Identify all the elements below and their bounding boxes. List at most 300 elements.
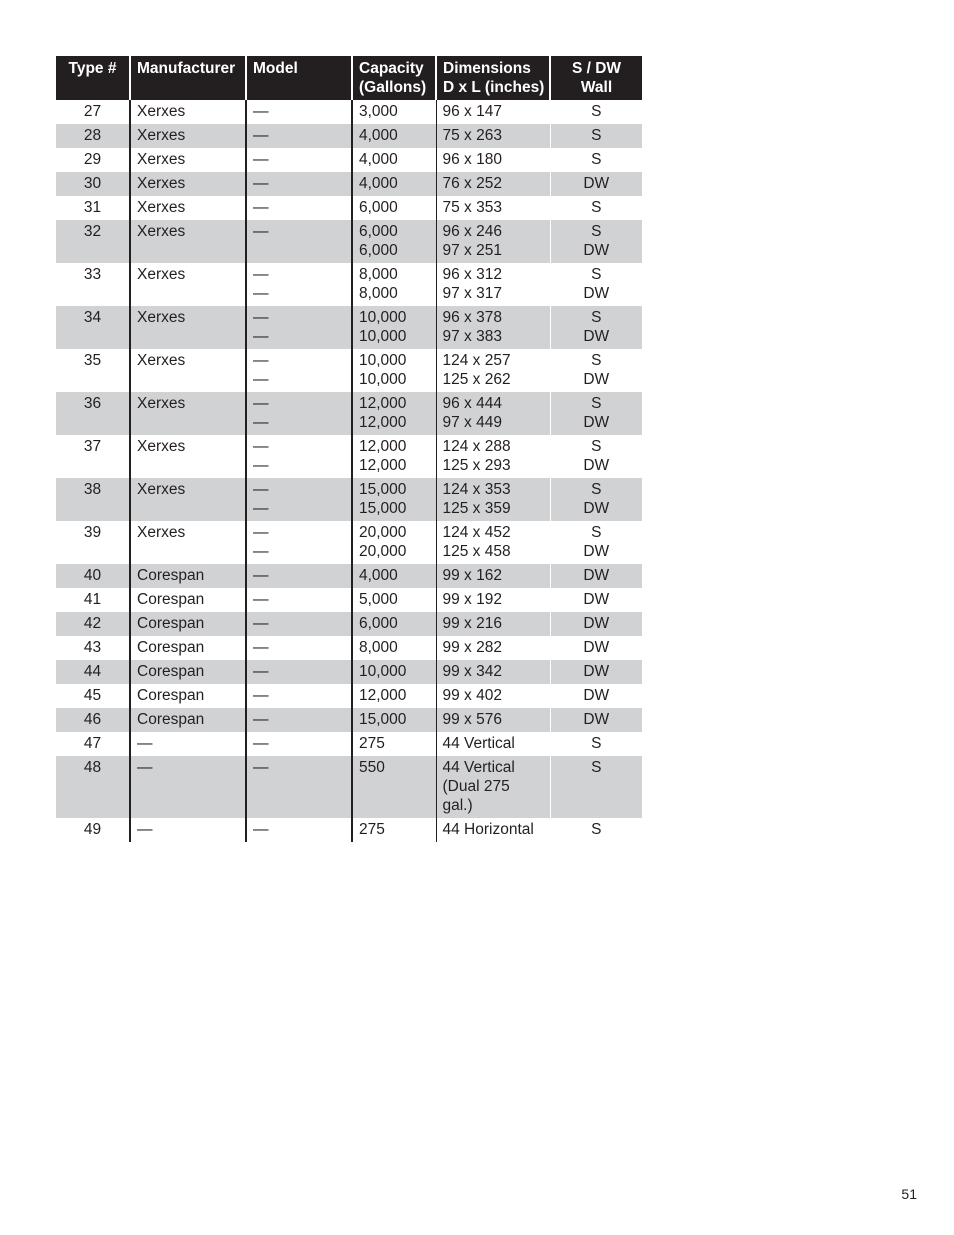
- cell-dimensions-line: 44 Horizontal: [442, 821, 534, 838]
- table-row: [56, 660, 642, 684]
- cell-model: [246, 478, 352, 521]
- cell-capacity-line: 10,000: [359, 663, 407, 680]
- cell-sdw: [550, 756, 642, 818]
- cell-dimensions-line: 125 x 458: [442, 543, 511, 560]
- cell-model-line: —: [253, 438, 269, 455]
- cell-manufacturer: Corespan: [130, 564, 246, 588]
- cell-sdw: [550, 220, 642, 263]
- cell-model-line: —: [253, 615, 269, 632]
- cell-model-line: —: [253, 175, 269, 192]
- cell-model: [246, 564, 352, 588]
- cell-sdw-line: S: [591, 735, 602, 752]
- header-capacity: [352, 56, 436, 100]
- cell-sdw-line: DW: [583, 242, 610, 259]
- cell-capacity: [352, 263, 436, 306]
- cell-sdw-line: DW: [583, 687, 610, 704]
- cell-dimensions: [436, 478, 550, 521]
- cell-capacity: [352, 220, 436, 263]
- cell-capacity-line: 4,000: [359, 175, 398, 192]
- cell-sdw-line: DW: [583, 328, 610, 345]
- cell-sdw: [550, 306, 642, 349]
- cell-manufacturer: Corespan: [130, 612, 246, 636]
- cell-dimensions-line: 99 x 576: [442, 711, 502, 728]
- header-sdw: [550, 56, 642, 100]
- cell-manufacturer: —: [130, 818, 246, 842]
- cell-model-line: —: [253, 639, 269, 656]
- cell-capacity-line: 8,000: [359, 266, 398, 283]
- cell-type: 39: [83, 524, 102, 541]
- cell-sdw-line: DW: [583, 371, 610, 388]
- cell-manufacturer: Xerxes: [130, 521, 246, 564]
- table-row: [56, 684, 642, 708]
- cell-dimensions: [436, 684, 550, 708]
- cell-dimensions: [436, 263, 550, 306]
- cell-model: [246, 708, 352, 732]
- cell-type: 27: [83, 103, 102, 120]
- cell-sdw-line: DW: [583, 175, 610, 192]
- header-capacity-line-2: (Gallons): [359, 79, 427, 96]
- table-row: [56, 756, 642, 818]
- cell-model: [246, 684, 352, 708]
- cell-capacity-line: 12,000: [359, 414, 407, 431]
- cell-capacity: [352, 196, 436, 220]
- cell-dimensions: [436, 148, 550, 172]
- cell-dimensions-line: 99 x 192: [442, 591, 502, 608]
- cell-manufacturer: —: [130, 756, 246, 818]
- cell-sdw: [550, 636, 642, 660]
- cell-dimensions-line: 99 x 162: [442, 567, 502, 584]
- cell-dimensions: [436, 349, 550, 392]
- table-row: [56, 521, 642, 564]
- cell-manufacturer: Xerxes: [130, 263, 246, 306]
- cell-model-line: —: [253, 821, 269, 838]
- cell-model-line: —: [253, 500, 269, 517]
- cell-type: 32: [56, 220, 130, 263]
- cell-dimensions-line: 75 x 263: [442, 127, 502, 144]
- header-manufacturer: [130, 56, 246, 100]
- cell-sdw: [550, 148, 642, 172]
- cell-capacity-line: 6,000: [359, 199, 398, 216]
- cell-dimensions-line: 125 x 262: [442, 371, 511, 388]
- cell-model-line: —: [253, 266, 269, 283]
- cell-manufacturer: Corespan: [130, 660, 246, 684]
- cell-type: 46: [56, 708, 130, 732]
- cell-model-line: —: [253, 328, 269, 345]
- cell-type: 36: [56, 392, 130, 435]
- cell-type: 42: [56, 612, 130, 636]
- table-row: [56, 435, 642, 478]
- cell-model: [246, 392, 352, 435]
- cell-capacity: [352, 172, 436, 196]
- cell-dimensions: [436, 732, 550, 756]
- cell-model-line: —: [253, 524, 269, 541]
- cell-capacity-line: 4,000: [359, 127, 398, 144]
- cell-type: 41: [83, 591, 102, 608]
- cell-manufacturer: Xerxes: [130, 220, 246, 263]
- cell-dimensions-line: 96 x 180: [442, 151, 502, 168]
- cell-model: [246, 306, 352, 349]
- header-model-line-1: Model: [253, 60, 298, 77]
- cell-type: 35: [83, 352, 102, 369]
- cell-sdw-line: S: [591, 438, 602, 455]
- cell-model: [246, 588, 352, 612]
- cell-dimensions-line: 124 x 257: [442, 352, 511, 369]
- cell-manufacturer: Xerxes: [130, 124, 246, 148]
- cell-capacity-line: 10,000: [359, 352, 407, 369]
- cell-manufacturer: Xerxes: [130, 306, 246, 349]
- cell-type: 37: [83, 438, 102, 455]
- cell-model-line: —: [253, 543, 269, 560]
- cell-model: [246, 612, 352, 636]
- cell-type: 31: [83, 199, 102, 216]
- cell-sdw: [550, 124, 642, 148]
- header-dimensions: [436, 56, 550, 100]
- cell-sdw: [550, 435, 642, 478]
- table-row: [56, 564, 642, 588]
- table-row: [56, 148, 642, 172]
- cell-dimensions-line: 44 Vertical: [442, 759, 515, 776]
- table-row: [56, 263, 642, 306]
- cell-sdw-line: DW: [583, 285, 610, 302]
- cell-capacity-line: 20,000: [359, 524, 407, 541]
- cell-model-line: —: [253, 481, 269, 498]
- cell-capacity: [352, 478, 436, 521]
- cell-sdw-line: S: [591, 759, 602, 776]
- cell-type: 34: [56, 306, 130, 349]
- table-row: [56, 588, 642, 612]
- cell-dimensions: [436, 636, 550, 660]
- cell-model-line: —: [253, 687, 269, 704]
- cell-capacity-line: 12,000: [359, 457, 407, 474]
- cell-capacity: [352, 660, 436, 684]
- cell-sdw: [550, 521, 642, 564]
- cell-capacity: [352, 306, 436, 349]
- cell-type: 49: [83, 821, 102, 838]
- cell-capacity-line: 4,000: [359, 567, 398, 584]
- cell-model: [246, 521, 352, 564]
- cell-dimensions: [436, 100, 550, 124]
- cell-capacity: [352, 521, 436, 564]
- cell-dimensions-line: 96 x 246: [442, 223, 502, 240]
- table-row: [56, 478, 642, 521]
- cell-capacity-line: 6,000: [359, 223, 398, 240]
- header-dimensions-line-2: D x L (inches): [443, 79, 545, 96]
- cell-capacity: [352, 392, 436, 435]
- cell-capacity-line: 275: [359, 735, 385, 752]
- cell-dimensions: [436, 708, 550, 732]
- cell-model-line: —: [253, 352, 269, 369]
- cell-capacity-line: 3,000: [359, 103, 398, 120]
- cell-model: [246, 435, 352, 478]
- cell-model-line: —: [253, 395, 269, 412]
- cell-model-line: —: [253, 309, 269, 326]
- cell-sdw: [550, 349, 642, 392]
- cell-manufacturer: Corespan: [130, 588, 246, 612]
- cell-dimensions-line: 96 x 312: [442, 266, 502, 283]
- cell-sdw: [550, 100, 642, 124]
- cell-model: [246, 172, 352, 196]
- cell-dimensions-line: 99 x 402: [442, 687, 502, 704]
- cell-dimensions-line: 99 x 216: [442, 615, 502, 632]
- cell-capacity-line: 12,000: [359, 687, 407, 704]
- cell-sdw-line: DW: [583, 543, 610, 560]
- cell-model-line: —: [253, 285, 269, 302]
- cell-type: 44: [56, 660, 130, 684]
- cell-capacity-line: 6,000: [359, 615, 398, 632]
- cell-type: 28: [56, 124, 130, 148]
- cell-capacity-line: 15,000: [359, 500, 407, 517]
- cell-dimensions-line: 125 x 293: [442, 457, 511, 474]
- cell-model: [246, 263, 352, 306]
- cell-capacity: [352, 124, 436, 148]
- cell-sdw-line: S: [591, 223, 602, 240]
- cell-model: [246, 196, 352, 220]
- cell-sdw-line: S: [591, 481, 602, 498]
- cell-sdw: [550, 263, 642, 306]
- cell-manufacturer: Xerxes: [130, 392, 246, 435]
- cell-dimensions-line: 75 x 353: [442, 199, 502, 216]
- cell-model-line: —: [253, 127, 269, 144]
- cell-sdw: [550, 818, 642, 842]
- header-type-line-1: Type #: [68, 60, 117, 77]
- cell-capacity-line: 10,000: [359, 371, 407, 388]
- cell-dimensions-line: 99 x 282: [442, 639, 502, 656]
- cell-model-line: —: [253, 457, 269, 474]
- cell-type: 40: [56, 564, 130, 588]
- cell-sdw: [550, 392, 642, 435]
- table-row: [56, 708, 642, 732]
- cell-capacity: [352, 564, 436, 588]
- cell-dimensions-line: 97 x 251: [442, 242, 502, 259]
- cell-sdw-line: DW: [583, 615, 610, 632]
- cell-dimensions-line: gal.): [442, 797, 473, 814]
- cell-dimensions-line: 99 x 342: [442, 663, 502, 680]
- cell-type: 29: [83, 151, 102, 168]
- cell-dimensions: [436, 660, 550, 684]
- cell-manufacturer: Xerxes: [130, 100, 246, 124]
- cell-model: [246, 349, 352, 392]
- cell-sdw: [550, 684, 642, 708]
- header-capacity-line-1: Capacity: [359, 60, 424, 77]
- cell-manufacturer: Corespan: [130, 708, 246, 732]
- cell-capacity-line: 8,000: [359, 639, 398, 656]
- cell-sdw: [550, 564, 642, 588]
- cell-dimensions: [436, 306, 550, 349]
- table-row: [56, 349, 642, 392]
- cell-model: [246, 148, 352, 172]
- cell-capacity-line: 10,000: [359, 328, 407, 345]
- cell-model: [246, 636, 352, 660]
- table-row: [56, 172, 642, 196]
- cell-manufacturer: Corespan: [130, 684, 246, 708]
- cell-capacity: [352, 756, 436, 818]
- cell-capacity: [352, 612, 436, 636]
- table-row: [56, 392, 642, 435]
- cell-dimensions: [436, 564, 550, 588]
- cell-manufacturer: Xerxes: [130, 172, 246, 196]
- cell-capacity-line: 275: [359, 821, 385, 838]
- cell-model-line: —: [253, 759, 269, 776]
- cell-sdw-line: S: [591, 127, 602, 144]
- cell-sdw-line: DW: [583, 639, 610, 656]
- cell-sdw-line: DW: [583, 711, 610, 728]
- cell-manufacturer: Xerxes: [130, 435, 246, 478]
- cell-sdw-line: S: [591, 309, 602, 326]
- cell-sdw: [550, 612, 642, 636]
- cell-type: 38: [56, 478, 130, 521]
- cell-capacity-line: 12,000: [359, 395, 407, 412]
- header-sdw-line-1: S / DW: [571, 60, 622, 77]
- table-body: [56, 100, 642, 842]
- cell-dimensions: [436, 392, 550, 435]
- cell-type: 43: [83, 639, 102, 656]
- cell-type: 30: [56, 172, 130, 196]
- cell-manufacturer: Xerxes: [130, 196, 246, 220]
- cell-manufacturer: Xerxes: [130, 148, 246, 172]
- header-model: [246, 56, 352, 100]
- cell-type: 33: [83, 266, 102, 283]
- cell-capacity-line: 10,000: [359, 309, 407, 326]
- cell-model-line: —: [253, 151, 269, 168]
- cell-model: [246, 732, 352, 756]
- cell-sdw-line: DW: [583, 567, 610, 584]
- cell-capacity-line: 8,000: [359, 285, 398, 302]
- cell-dimensions-line: 97 x 449: [442, 414, 502, 431]
- cell-model-line: —: [253, 567, 269, 584]
- cell-model: [246, 124, 352, 148]
- header-row: [56, 56, 642, 100]
- cell-model-line: —: [253, 223, 269, 240]
- cell-sdw: [550, 172, 642, 196]
- cell-sdw-line: S: [591, 821, 602, 838]
- cell-dimensions-line: 97 x 317: [442, 285, 502, 302]
- cell-dimensions: [436, 521, 550, 564]
- cell-capacity-line: 15,000: [359, 711, 407, 728]
- cell-dimensions-line: 124 x 288: [442, 438, 511, 455]
- cell-sdw-line: DW: [583, 663, 610, 680]
- cell-sdw-line: DW: [583, 457, 610, 474]
- cell-dimensions-line: 124 x 452: [442, 524, 511, 541]
- cell-dimensions: [436, 196, 550, 220]
- cell-sdw-line: DW: [583, 500, 610, 517]
- cell-dimensions-line: 125 x 359: [442, 500, 511, 517]
- cell-sdw: [550, 732, 642, 756]
- cell-model: [246, 660, 352, 684]
- cell-sdw-line: S: [591, 352, 602, 369]
- cell-model: [246, 100, 352, 124]
- page-number: 51: [901, 1186, 917, 1202]
- cell-capacity-line: 550: [359, 759, 385, 776]
- cell-model: [246, 756, 352, 818]
- cell-capacity-line: 5,000: [359, 591, 398, 608]
- cell-model-line: —: [253, 414, 269, 431]
- cell-type: 47: [83, 735, 102, 752]
- table-row: [56, 732, 642, 756]
- cell-model-line: —: [253, 711, 269, 728]
- table-row: [56, 100, 642, 124]
- cell-dimensions-line: 97 x 383: [442, 328, 502, 345]
- cell-sdw: [550, 660, 642, 684]
- table-row: [56, 306, 642, 349]
- cell-manufacturer: —: [130, 732, 246, 756]
- cell-dimensions-line: (Dual 275: [442, 778, 510, 795]
- table-row: [56, 612, 642, 636]
- cell-sdw-line: S: [591, 151, 602, 168]
- cell-capacity: [352, 148, 436, 172]
- cell-sdw: [550, 196, 642, 220]
- table-row: [56, 196, 642, 220]
- cell-capacity-line: 6,000: [359, 242, 398, 259]
- cell-capacity: [352, 818, 436, 842]
- cell-dimensions: [436, 612, 550, 636]
- cell-capacity: [352, 349, 436, 392]
- cell-sdw-line: S: [591, 524, 602, 541]
- cell-model-line: —: [253, 663, 269, 680]
- cell-dimensions: [436, 756, 550, 818]
- tank-specs-table: [56, 56, 642, 842]
- cell-sdw: [550, 478, 642, 521]
- cell-model: [246, 220, 352, 263]
- cell-sdw: [550, 588, 642, 612]
- cell-model-line: —: [253, 591, 269, 608]
- cell-sdw-line: S: [591, 103, 602, 120]
- table-header: [56, 56, 642, 100]
- cell-dimensions-line: 96 x 147: [442, 103, 502, 120]
- cell-sdw-line: DW: [583, 591, 610, 608]
- table-row: [56, 636, 642, 660]
- cell-sdw-line: DW: [583, 414, 610, 431]
- cell-sdw-line: S: [591, 199, 602, 216]
- header-sdw-line-2: Wall: [580, 79, 613, 96]
- table-row: [56, 818, 642, 842]
- cell-dimensions-line: 44 Vertical: [442, 735, 515, 752]
- cell-dimensions: [436, 172, 550, 196]
- cell-capacity: [352, 684, 436, 708]
- cell-capacity: [352, 100, 436, 124]
- cell-model: [246, 818, 352, 842]
- cell-capacity-line: 12,000: [359, 438, 407, 455]
- cell-capacity-line: 4,000: [359, 151, 398, 168]
- cell-dimensions: [436, 818, 550, 842]
- cell-dimensions: [436, 220, 550, 263]
- cell-model-line: —: [253, 199, 269, 216]
- cell-sdw: [550, 708, 642, 732]
- header-type: [56, 56, 130, 100]
- cell-capacity: [352, 732, 436, 756]
- cell-type: 48: [56, 756, 130, 818]
- cell-dimensions-line: 96 x 444: [442, 395, 502, 412]
- cell-dimensions: [436, 435, 550, 478]
- cell-dimensions-line: 96 x 378: [442, 309, 502, 326]
- cell-model-line: —: [253, 371, 269, 388]
- header-dimensions-line-1: Dimensions: [443, 60, 531, 77]
- cell-sdw-line: S: [591, 395, 602, 412]
- cell-sdw-line: S: [591, 266, 602, 283]
- cell-model-line: —: [253, 735, 269, 752]
- cell-dimensions-line: 76 x 252: [442, 175, 502, 192]
- cell-type: 45: [83, 687, 102, 704]
- cell-model-line: —: [253, 103, 269, 120]
- cell-capacity: [352, 708, 436, 732]
- cell-manufacturer: Xerxes: [130, 349, 246, 392]
- table-row: [56, 220, 642, 263]
- cell-manufacturer: Xerxes: [130, 478, 246, 521]
- table-row: [56, 124, 642, 148]
- cell-dimensions: [436, 124, 550, 148]
- cell-capacity: [352, 588, 436, 612]
- cell-dimensions: [436, 588, 550, 612]
- cell-manufacturer: Corespan: [130, 636, 246, 660]
